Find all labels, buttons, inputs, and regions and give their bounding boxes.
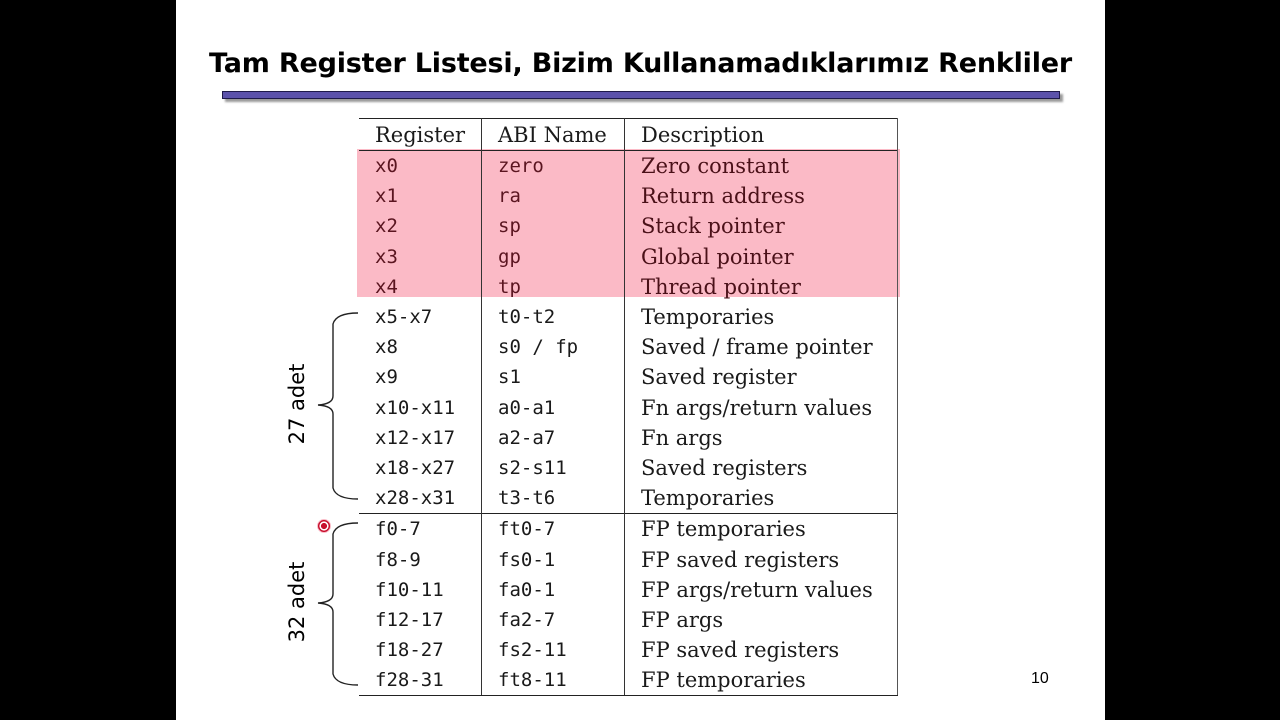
register-cell: x2	[375, 215, 398, 238]
fp-register-row	[359, 544, 898, 574]
description-cell: Zero constant	[625, 151, 898, 182]
fp-group-brace	[306, 520, 366, 688]
abi-name-cell: ft8-11	[482, 665, 625, 696]
integer-register-row	[359, 362, 898, 392]
description-cell: Thread pointer	[625, 272, 898, 302]
header-register: Register	[375, 122, 466, 147]
register-cell: f28-31	[359, 665, 482, 696]
reserved-register-row	[359, 151, 898, 182]
abi-name-cell: s1	[482, 362, 625, 392]
register-cell: x4	[375, 275, 398, 298]
register-cell: f8-9	[375, 548, 421, 571]
register-cell: f18-27	[375, 639, 444, 662]
description-cell: FP args	[625, 605, 898, 635]
abi-name-cell: s0 / fp	[482, 332, 625, 362]
register-cell: x5-x7	[375, 306, 433, 329]
fp-register-row	[359, 605, 898, 635]
register-cell: x28-x31	[375, 487, 456, 510]
abi-name-cell: t3-t6	[482, 483, 625, 514]
description-cell: Saved register	[625, 362, 898, 392]
abi-name-cell: fs0-1	[482, 544, 625, 574]
integer-register-row	[359, 453, 898, 483]
integer-register-row	[359, 332, 898, 362]
fp-register-row	[359, 665, 898, 696]
register-table-container	[359, 118, 898, 696]
integer-register-row	[359, 302, 898, 332]
abi-name-cell: a0-a1	[482, 393, 625, 423]
cursor-pointer-indicator	[317, 519, 331, 533]
register-cell: f12-17	[375, 608, 444, 631]
fp-register-row	[359, 635, 898, 665]
register-table	[359, 118, 898, 696]
register-cell: x0	[375, 155, 398, 178]
title-underline-bar	[222, 91, 1060, 99]
description-cell: FP saved registers	[625, 544, 898, 574]
abi-name-cell: ft0-7	[482, 514, 625, 545]
description-cell: FP saved registers	[625, 635, 898, 665]
register-cell: x18-x27	[375, 456, 456, 479]
abi-name-cell: fa0-1	[482, 575, 625, 605]
description-cell: FP temporaries	[625, 514, 898, 545]
integer-register-row	[359, 393, 898, 423]
integer-group-brace	[306, 310, 366, 502]
reserved-register-row	[359, 211, 898, 241]
description-cell: FP temporaries	[625, 665, 898, 696]
abi-name-cell: fa2-7	[482, 605, 625, 635]
header-description: Description	[625, 119, 898, 151]
register-cell: x1	[375, 185, 398, 208]
slide	[176, 0, 1105, 720]
abi-name-cell: fs2-11	[482, 635, 625, 665]
header-abi-name: ABI Name	[482, 119, 625, 151]
description-cell: Temporaries	[625, 483, 898, 514]
register-cell: x8	[375, 336, 398, 359]
slide-title: Tam Register Listesi, Bizim Kullanamadıklarımız Renkliler	[208, 48, 1072, 79]
abi-name-cell: a2-a7	[482, 423, 625, 453]
description-cell: Saved registers	[625, 453, 898, 483]
abi-name-cell: gp	[482, 242, 625, 272]
abi-name-cell: zero	[482, 151, 625, 182]
register-cell: x3	[375, 245, 398, 268]
description-cell: FP args/return values	[625, 575, 898, 605]
page-number: 10	[1031, 670, 1049, 687]
fp-register-row	[359, 575, 898, 605]
description-cell: Return address	[625, 181, 898, 211]
reserved-register-row	[359, 242, 898, 272]
integer-register-row	[359, 423, 898, 453]
reserved-register-row	[359, 181, 898, 211]
integer-register-row	[359, 483, 898, 514]
reserved-register-row	[359, 272, 898, 302]
register-cell: f0-7	[359, 514, 482, 545]
description-cell: Stack pointer	[625, 211, 898, 241]
register-cell: x10-x11	[375, 396, 456, 419]
description-cell: Saved / frame pointer	[625, 332, 898, 362]
description-cell: Global pointer	[625, 242, 898, 272]
description-cell: Temporaries	[625, 302, 898, 332]
fp-register-row	[359, 514, 898, 545]
abi-name-cell: ra	[482, 181, 625, 211]
abi-name-cell: sp	[482, 211, 625, 241]
fp-group-label: 32 adet	[285, 561, 309, 643]
integer-group-label: 27 adet	[285, 363, 309, 445]
register-cell: f10-11	[375, 578, 444, 601]
abi-name-cell: tp	[482, 272, 625, 302]
abi-name-cell: s2-s11	[482, 453, 625, 483]
table-header-row	[359, 119, 898, 151]
description-cell: Fn args	[625, 423, 898, 453]
register-cell: x9	[375, 366, 398, 389]
register-cell: x12-x17	[375, 426, 456, 449]
description-cell: Fn args/return values	[625, 393, 898, 423]
abi-name-cell: t0-t2	[482, 302, 625, 332]
